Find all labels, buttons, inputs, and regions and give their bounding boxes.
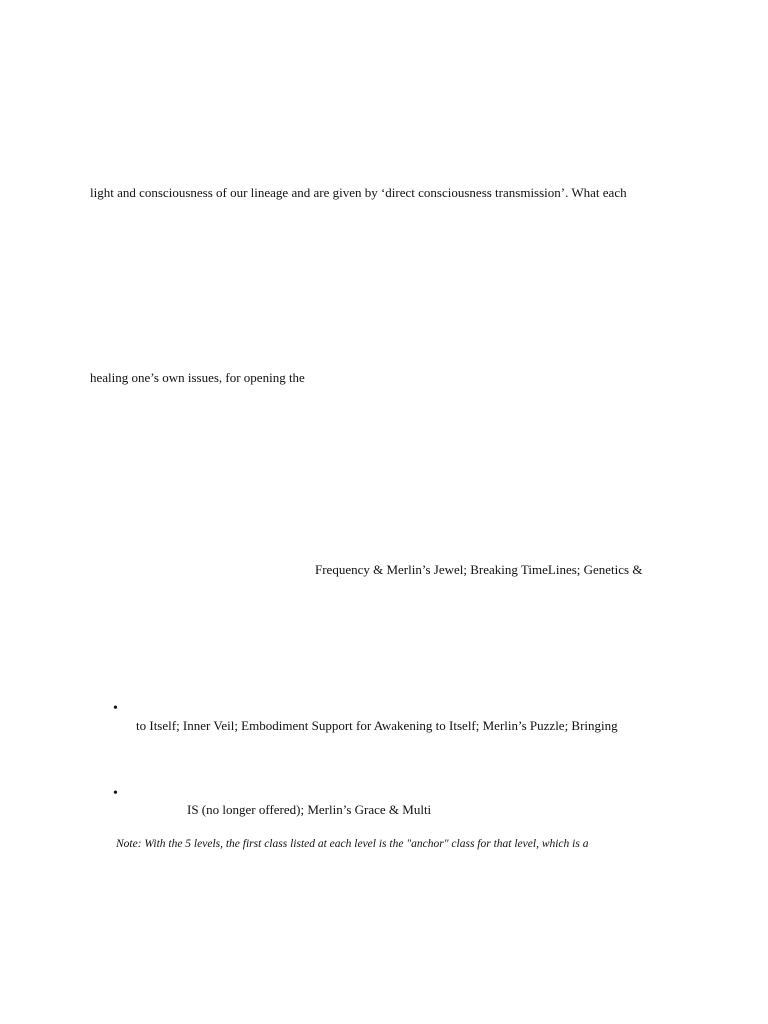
list-item-awakening: to Itself; Inner Veil; Embodiment Support for Awakening to Itself; Merlin’s Puzzle; Bringing — [136, 718, 618, 733]
bullet-point-2: • — [113, 786, 118, 801]
list-item-merlins-grace: IS (no longer offered); Merlin’s Grace & Multi — [187, 802, 432, 817]
note-text: Note: With the 5 levels, the first class listed at each level is the "anchor" class for that level, which is a — [116, 838, 589, 850]
bullet-point-1: • — [113, 701, 118, 716]
paragraph-line-lineage: light and consciousness of our lineage and are given by ‘direct consciousness transmission’. What each — [90, 185, 627, 200]
paragraph-line-healing: healing one’s own issues, for opening the — [90, 370, 305, 385]
paragraph-line-frequency: Frequency & Merlin’s Jewel; Breaking TimeLines; Genetics & — [315, 562, 643, 577]
